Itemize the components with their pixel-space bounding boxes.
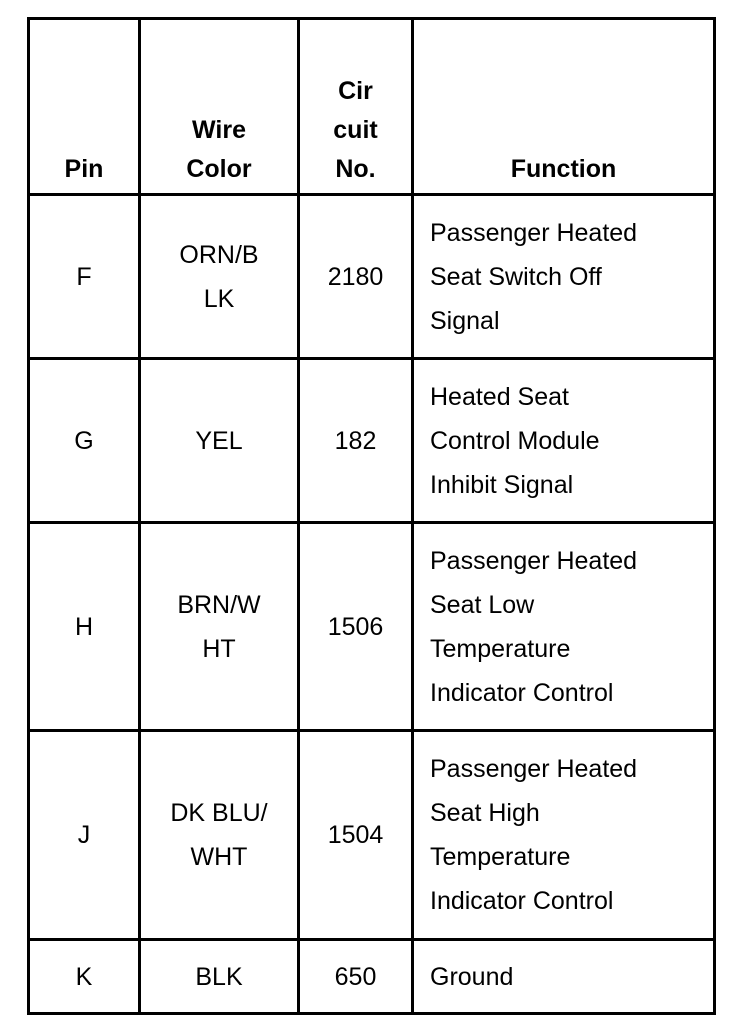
function-line: Signal — [430, 306, 500, 335]
circuit-text: 2180 — [327, 262, 384, 291]
table-row — [29, 359, 715, 523]
wire-color-line: WHT — [190, 843, 248, 871]
table-row — [29, 940, 715, 1014]
pin-cell — [29, 940, 140, 1014]
function-line: Ground — [430, 962, 514, 991]
pin-text: F — [76, 262, 92, 291]
wire-color-cell — [140, 731, 299, 940]
header-wire-color-line: Wire — [192, 116, 246, 144]
pin-text: G — [74, 426, 94, 455]
function-line: Passenger Heated — [430, 755, 638, 783]
wire-color-line: BLK — [195, 962, 243, 991]
wire-color-line: ORN/B — [179, 240, 259, 269]
wire-color-line: LK — [203, 284, 235, 313]
function-line: Passenger Heated — [430, 546, 638, 575]
circuit-text: 1506 — [327, 612, 384, 641]
circuit-cell — [299, 359, 413, 523]
pin-cell — [29, 359, 140, 523]
function-line: Seat High — [430, 799, 540, 827]
wire-color-cell — [140, 523, 299, 731]
pin-cell — [29, 731, 140, 940]
function-line: Inhibit Signal — [430, 470, 574, 499]
circuit-text: 1504 — [327, 821, 384, 849]
wire-color-cell — [140, 359, 299, 523]
function-line: Temperature — [430, 843, 571, 871]
function-line: Seat Switch Off — [430, 262, 602, 291]
pin-text: K — [75, 962, 93, 991]
function-line: Indicator Control — [430, 678, 614, 707]
wire-color-line: HT — [202, 634, 236, 663]
pin-text: J — [77, 821, 91, 849]
header-row — [29, 19, 715, 195]
header-wire-color-line: Color — [186, 155, 252, 183]
wire-color-line: DK BLU/ — [170, 799, 268, 827]
header-wire-color — [140, 19, 299, 195]
header-circuit-line: No. — [335, 155, 376, 183]
header-circuit-no — [299, 19, 413, 195]
table-row — [29, 523, 715, 731]
circuit-cell — [299, 523, 413, 731]
function-cell — [413, 940, 715, 1014]
connector-pin-table — [27, 17, 716, 1015]
function-line: Control Module — [430, 426, 600, 455]
header-circuit-line: Cir — [338, 77, 373, 105]
wire-color-cell — [140, 940, 299, 1014]
function-line: Indicator Control — [430, 887, 614, 915]
header-pin-text: Pin — [64, 155, 104, 183]
circuit-cell — [299, 940, 413, 1014]
pin-cell — [29, 195, 140, 359]
wire-color-cell — [140, 195, 299, 359]
function-cell — [413, 523, 715, 731]
wire-color-line: BRN/W — [177, 590, 261, 619]
circuit-text: 182 — [334, 426, 377, 455]
circuit-cell — [299, 731, 413, 940]
function-cell — [413, 731, 715, 940]
pin-text: H — [74, 612, 94, 641]
function-line: Temperature — [430, 634, 571, 663]
header-function-text: Function — [510, 155, 617, 183]
table-row — [29, 195, 715, 359]
header-function — [413, 19, 715, 195]
function-cell — [413, 359, 715, 523]
circuit-cell — [299, 195, 413, 359]
header-pin — [29, 19, 140, 195]
circuit-text: 650 — [334, 962, 377, 991]
table-row — [29, 731, 715, 940]
header-circuit-line: cuit — [333, 116, 378, 144]
wire-color-line: YEL — [195, 426, 243, 455]
function-line: Heated Seat — [430, 382, 569, 411]
function-line: Seat Low — [430, 590, 535, 619]
pin-cell — [29, 523, 140, 731]
function-cell — [413, 195, 715, 359]
function-line: Passenger Heated — [430, 218, 638, 247]
